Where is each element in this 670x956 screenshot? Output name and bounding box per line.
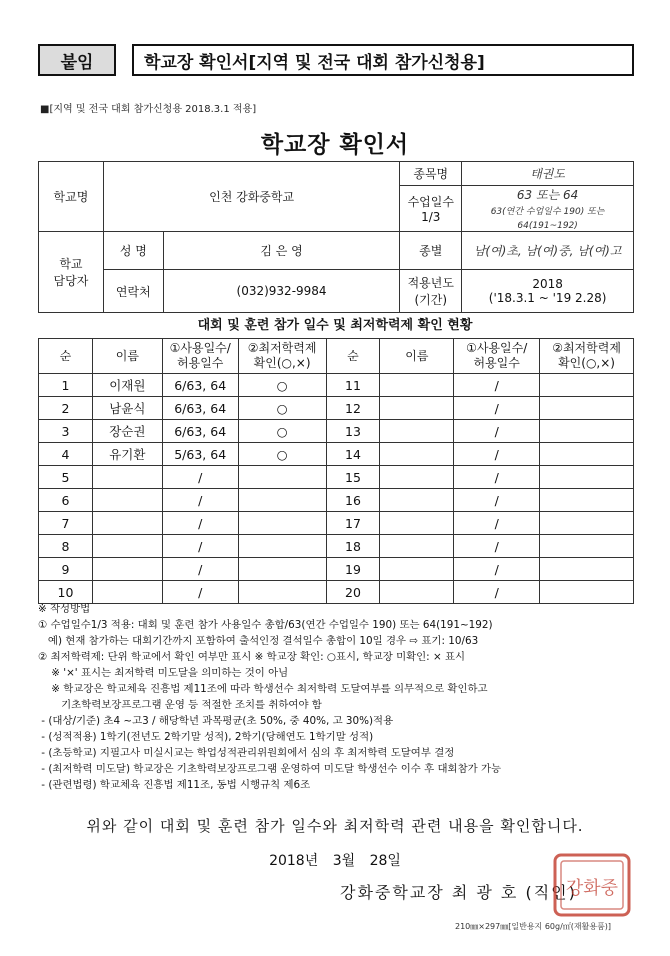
row-no: 14 bbox=[326, 443, 380, 466]
row-check bbox=[540, 374, 634, 397]
row-no: 20 bbox=[326, 581, 380, 604]
row-name bbox=[92, 512, 162, 535]
table-body bbox=[39, 374, 634, 604]
header-min-level: ②최저학력제 확인(○,×) bbox=[540, 339, 634, 374]
participation-table bbox=[38, 338, 634, 604]
row-name bbox=[380, 489, 454, 512]
instruction-line: - (성적적용) 1학기(전년도 2학기말 성적), 2학기(당해연도 1학기말 성적) bbox=[38, 731, 374, 743]
row-days: / bbox=[454, 581, 540, 604]
header-no: 순 bbox=[39, 339, 93, 374]
row-no: 19 bbox=[326, 558, 380, 581]
header-name: 이름 bbox=[92, 339, 162, 374]
table-row bbox=[39, 420, 634, 443]
row-no: 12 bbox=[326, 397, 380, 420]
row-no: 16 bbox=[326, 489, 380, 512]
table-row bbox=[39, 397, 634, 420]
table-row bbox=[39, 512, 634, 535]
row-check bbox=[238, 466, 326, 489]
section-title: 대회 및 훈련 참가 일수 및 최저학력제 확인 현황 bbox=[197, 318, 473, 333]
row-name bbox=[380, 443, 454, 466]
row-days: 6/63, 64 bbox=[162, 397, 238, 420]
instruction-line: ① 수업일수1/3 적용: 대회 및 훈련 참가 사용일수 총합/63(연간 수업일수 190) 또는 64(191~192) bbox=[38, 619, 493, 631]
table-row bbox=[39, 466, 634, 489]
row-days: / bbox=[454, 512, 540, 535]
row-days: 5/63, 64 bbox=[162, 443, 238, 466]
row-check bbox=[540, 443, 634, 466]
row-name bbox=[380, 535, 454, 558]
row-no: 1 bbox=[39, 374, 93, 397]
row-days: / bbox=[454, 420, 540, 443]
instruction-line: ※ 학교장은 학교체육 진흥법 제11조에 따라 학생선수 최저학력 도달여부를 의무적으로 확인하고 bbox=[38, 683, 488, 695]
table-header-row bbox=[39, 339, 634, 374]
row-check: ○ bbox=[238, 420, 326, 443]
row-name bbox=[380, 558, 454, 581]
header-title: 학교장 확인서[지역 및 전국 대회 참가신청용] bbox=[132, 44, 634, 76]
row-no: 18 bbox=[326, 535, 380, 558]
header-name: 이름 bbox=[380, 339, 454, 374]
row-days: / bbox=[454, 397, 540, 420]
row-name: 이재원 bbox=[92, 374, 162, 397]
table-row bbox=[39, 535, 634, 558]
row-check bbox=[540, 397, 634, 420]
name-label: 성 명 bbox=[103, 232, 163, 270]
row-check bbox=[540, 466, 634, 489]
gender-value: 남(여)초, 남(여)중, 남(여)고 bbox=[462, 232, 634, 270]
row-days: / bbox=[162, 535, 238, 558]
row-days: 6/63, 64 bbox=[162, 374, 238, 397]
year-label: 적용년도 (기간) bbox=[400, 270, 462, 313]
contact-value: (032)932-9984 bbox=[163, 270, 400, 313]
instruction-line: - (대상/기준) 초4 ~고3 / 해당학년 과목평균(초 50%, 중 40%, 고 30%)적용 bbox=[38, 715, 394, 727]
document-title: 학교장 확인서 bbox=[260, 132, 410, 158]
year-value: 2018 ('18.3.1 ~ '19 2.28) bbox=[462, 270, 634, 313]
instruction-line: - (최저학력 미도달) 학교장은 기초학력보장프로그램 운영하여 미도달 학생선수 이수 후 대회참가 가능 bbox=[38, 763, 502, 775]
row-days: / bbox=[162, 558, 238, 581]
row-days: / bbox=[454, 489, 540, 512]
instruction-line: - (관련법령) 학교체육 진흥법 제11조, 동법 시행규칙 제6조 bbox=[38, 779, 311, 791]
info-table bbox=[38, 161, 634, 313]
paper-spec-footer: 210㎜×297㎜[일반용지 60g/㎡(재활용품)] bbox=[455, 922, 612, 931]
date-month: 3월 bbox=[332, 853, 356, 869]
row-check bbox=[238, 512, 326, 535]
instruction-line: ② 최저학력제: 단위 학교에서 확인 여부만 표시 ※ 학교장 확인: ○표시, 학교장 미확인: × 표시 bbox=[38, 651, 466, 663]
row-name bbox=[92, 489, 162, 512]
school-label: 학교명 bbox=[39, 162, 104, 232]
row-days: / bbox=[454, 535, 540, 558]
manager-label: 학교 담당자 bbox=[39, 232, 104, 313]
row-check bbox=[540, 512, 634, 535]
row-days: / bbox=[162, 466, 238, 489]
table-row bbox=[39, 558, 634, 581]
row-days: / bbox=[454, 443, 540, 466]
confirmation-statement: 위와 같이 대회 및 훈련 참가 일수와 최저학력 관련 내용을 확인합니다. bbox=[86, 817, 584, 835]
row-name bbox=[380, 397, 454, 420]
gender-label: 종별 bbox=[400, 232, 462, 270]
official-seal-stamp bbox=[552, 852, 632, 918]
row-name: 유기환 bbox=[92, 443, 162, 466]
row-check bbox=[540, 535, 634, 558]
row-no: 5 bbox=[39, 466, 93, 489]
row-check bbox=[540, 558, 634, 581]
row-no: 13 bbox=[326, 420, 380, 443]
date-day: 28일 bbox=[369, 853, 401, 869]
seal-text: 강화중 bbox=[565, 878, 619, 899]
row-no: 11 bbox=[326, 374, 380, 397]
header-days: ①사용일수/ 허용일수 bbox=[162, 339, 238, 374]
row-check bbox=[540, 489, 634, 512]
row-check bbox=[238, 535, 326, 558]
days-value: 63 또는 64 63(연간 수업일수 190) 또는 64(191~192) bbox=[462, 186, 634, 232]
row-no: 4 bbox=[39, 443, 93, 466]
row-days: / bbox=[454, 466, 540, 489]
row-days: 6/63, 64 bbox=[162, 420, 238, 443]
row-days: / bbox=[162, 489, 238, 512]
row-name bbox=[92, 466, 162, 489]
instruction-line: ※ 작성방법 bbox=[38, 603, 91, 615]
row-no: 17 bbox=[326, 512, 380, 535]
header-no: 순 bbox=[326, 339, 380, 374]
row-days: / bbox=[162, 581, 238, 604]
sport-value: 태권도 bbox=[462, 162, 634, 186]
row-name: 남윤식 bbox=[92, 397, 162, 420]
contact-label: 연락처 bbox=[103, 270, 163, 313]
row-no: 6 bbox=[39, 489, 93, 512]
table-row bbox=[39, 489, 634, 512]
row-days: / bbox=[454, 374, 540, 397]
row-name bbox=[380, 374, 454, 397]
row-check: ○ bbox=[238, 374, 326, 397]
form-version-note: ■[지역 및 전국 대회 참가신청용 2018.3.1 적용] bbox=[40, 104, 257, 115]
row-days: / bbox=[162, 512, 238, 535]
instruction-line: ※ '×' 표시는 최저학력 미도달을 의미하는 것이 아님 bbox=[38, 667, 289, 679]
instruction-line: 기초학력보장프로그램 운영 등 적절한 조치를 취하여야 함 bbox=[38, 699, 322, 711]
row-name bbox=[380, 512, 454, 535]
row-name: 장순권 bbox=[92, 420, 162, 443]
row-no: 15 bbox=[326, 466, 380, 489]
row-days: / bbox=[454, 558, 540, 581]
table-row bbox=[39, 443, 634, 466]
row-no: 9 bbox=[39, 558, 93, 581]
days-label: 수업일수 1/3 bbox=[400, 186, 462, 232]
row-name bbox=[92, 558, 162, 581]
header-min-level: ②최저학력제 확인(○,×) bbox=[238, 339, 326, 374]
row-name bbox=[92, 535, 162, 558]
row-no: 2 bbox=[39, 397, 93, 420]
name-value: 김 은 영 bbox=[163, 232, 400, 270]
row-check bbox=[540, 420, 634, 443]
date-year: 2018년 bbox=[269, 853, 319, 869]
row-check: ○ bbox=[238, 443, 326, 466]
sport-label: 종목명 bbox=[400, 162, 462, 186]
table-row bbox=[39, 374, 634, 397]
row-check bbox=[238, 489, 326, 512]
row-name bbox=[380, 466, 454, 489]
instruction-line: 예) 현재 참가하는 대회기간까지 포함하여 출석인정 결석일수 총합이 10일 경우 ⇨ 표기: 10/63 bbox=[38, 635, 479, 647]
header-days: ①사용일수/ 허용일수 bbox=[454, 339, 540, 374]
writing-instructions bbox=[38, 601, 638, 793]
instruction-line: - (초등학교) 지필고사 미실시교는 학업성적관리위원회에서 심의 후 최저학력 도달여부 결정 bbox=[38, 747, 455, 759]
row-check bbox=[238, 558, 326, 581]
school-value: 인천 강화중학교 bbox=[103, 162, 399, 232]
row-no: 8 bbox=[39, 535, 93, 558]
row-no: 7 bbox=[39, 512, 93, 535]
row-check: ○ bbox=[238, 397, 326, 420]
attachment-label: 붙임 bbox=[38, 44, 116, 76]
row-name bbox=[380, 420, 454, 443]
row-no: 3 bbox=[39, 420, 93, 443]
principal-signature: 강화중학교장 최 광 호 (직인) bbox=[340, 883, 577, 902]
row-no: 10 bbox=[39, 581, 93, 604]
